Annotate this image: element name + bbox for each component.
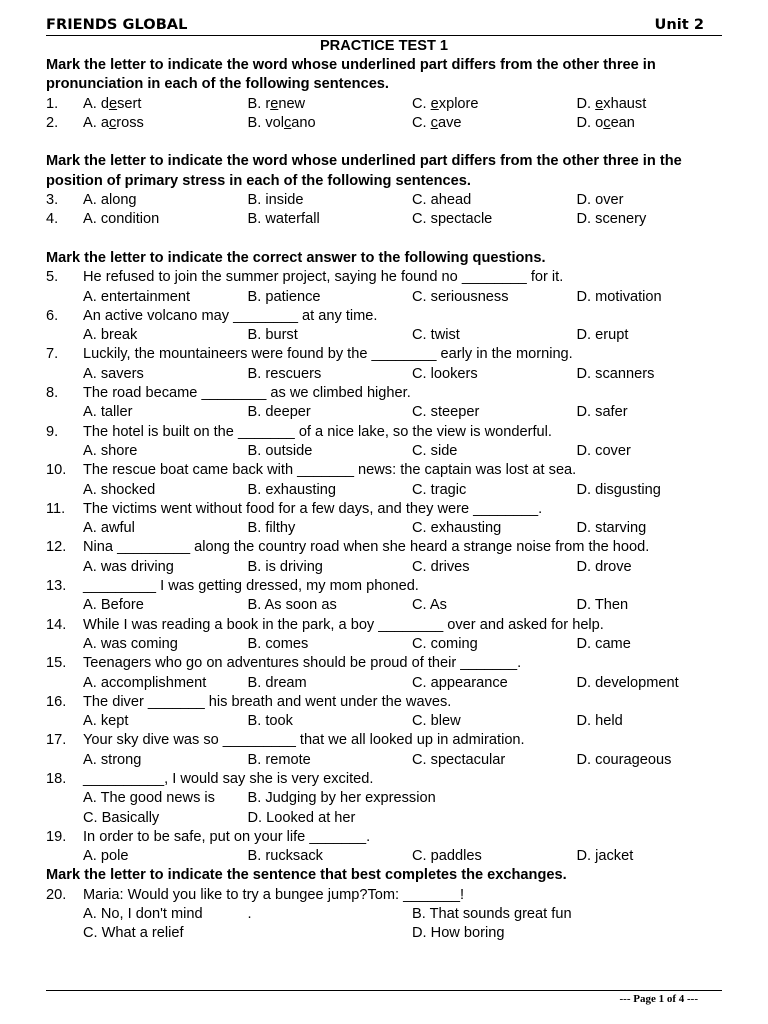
option-a[interactable] — [83, 481, 248, 500]
option-text: D. safer — [576, 404, 628, 421]
question-row — [46, 345, 722, 364]
question-20 — [46, 886, 722, 905]
option-text: xplore — [438, 95, 479, 112]
option-b[interactable] — [248, 403, 413, 422]
section-instruction: Mark the letter to indicate the word whose underlined part differs from the other three in pronunciation in each of the following sentences. — [46, 57, 656, 93]
option-c[interactable] — [412, 403, 577, 422]
option-text: D. development — [576, 674, 679, 691]
question-sections — [46, 56, 722, 770]
option-text: ave — [437, 114, 462, 131]
option-text: B. comes — [247, 635, 309, 652]
option-c[interactable] — [412, 365, 577, 384]
question-number: 4. — [46, 211, 59, 228]
question-number: 5. — [46, 269, 59, 286]
option-text: D. motivation — [576, 288, 662, 305]
option-d[interactable] — [577, 365, 742, 384]
option-text: B. inside — [247, 192, 304, 209]
options-row — [46, 288, 722, 307]
option-text: A. accomplishment — [83, 674, 207, 691]
question-text: While I was reading a book in the park, a boy ________ over and asked for help. — [83, 616, 604, 633]
option-d[interactable] — [577, 712, 742, 731]
underlined-letters: c — [284, 114, 292, 131]
option-text: B. As soon as — [247, 597, 337, 614]
option-text: C. — [412, 114, 431, 131]
option-d[interactable] — [577, 95, 742, 114]
option-text: A. shocked — [83, 481, 156, 498]
option-text: A. a — [83, 114, 109, 131]
option-c[interactable] — [412, 674, 577, 693]
option-text: C. lookers — [412, 365, 478, 382]
question-row — [46, 577, 722, 596]
option-b[interactable] — [248, 674, 413, 693]
option-text: B. dream — [247, 674, 307, 691]
question-text: The victims went without food for a few days, and they were ________. — [83, 500, 543, 517]
option-text: D. drove — [576, 558, 632, 575]
question-text: Maria: Would you like to try a bungee jump?Tom: _______! — [83, 886, 465, 903]
option-d[interactable] — [577, 751, 742, 770]
option-c[interactable] — [412, 326, 577, 345]
question-text: The road became ________ as we climbed higher. — [83, 385, 411, 402]
option-text: new — [278, 95, 306, 112]
option-b[interactable] — [248, 114, 413, 133]
option-b[interactable] — [248, 751, 413, 770]
option-text: A. savers — [83, 365, 144, 382]
option-text: B. deeper — [247, 404, 311, 421]
underlined-letters: c — [108, 114, 117, 131]
option-c[interactable] — [412, 114, 577, 133]
option-d[interactable]: D. How boring — [412, 925, 505, 942]
option-d[interactable] — [577, 326, 742, 345]
question-row — [46, 191, 722, 210]
question-row — [46, 616, 722, 635]
question-number: 9. — [46, 423, 59, 440]
option-text: C. blew — [412, 713, 461, 730]
option-b[interactable] — [248, 288, 413, 307]
option-a[interactable] — [83, 114, 248, 133]
option-c[interactable] — [412, 635, 577, 654]
option-b[interactable] — [248, 365, 413, 384]
option-a[interactable] — [83, 288, 248, 307]
question-row — [46, 95, 722, 114]
option-text: D. o — [576, 114, 604, 131]
options-row — [46, 403, 722, 422]
option-b[interactable] — [248, 442, 413, 461]
underlined-letters: e — [270, 95, 279, 112]
option-c[interactable] — [412, 95, 577, 114]
option-b[interactable]: B. That sounds great fun — [412, 906, 572, 923]
options-row — [46, 326, 722, 345]
question-number: 20. — [46, 886, 67, 903]
option-b[interactable]: B. rucksack — [247, 848, 323, 865]
option-text: A. was coming — [83, 635, 178, 652]
option-text: C. ahead — [412, 192, 472, 209]
option-text: C. coming — [412, 635, 478, 652]
options-row — [46, 596, 722, 615]
question-number: 15. — [46, 655, 67, 672]
option-text: ross — [116, 114, 144, 131]
question-number: 2. — [46, 114, 59, 131]
option-b[interactable]: B. Judging by her expression — [247, 790, 436, 807]
option-text: A. Before — [83, 597, 144, 614]
question-number: 14. — [46, 616, 67, 633]
option-text: B. waterfall — [247, 211, 320, 228]
option-b[interactable] — [248, 481, 413, 500]
option-text: D. courageous — [576, 751, 672, 768]
option-text: C. spectacular — [412, 751, 506, 768]
option-a[interactable] — [83, 558, 248, 577]
option-text: D. erupt — [576, 327, 629, 344]
option-c[interactable] — [412, 442, 577, 461]
question-text: Nina _________ along the country road when she heard a strange noise from the hood. — [83, 539, 650, 556]
option-d[interactable] — [577, 114, 742, 133]
option-b[interactable] — [248, 596, 413, 615]
option-d[interactable] — [577, 596, 742, 615]
option-c[interactable] — [412, 288, 577, 307]
option-text: D. came — [576, 635, 631, 652]
option-text: A. entertainment — [83, 288, 191, 305]
options-row — [46, 905, 722, 924]
option-text: C. drives — [412, 558, 470, 575]
options-row — [46, 847, 722, 866]
option-c[interactable] — [412, 210, 577, 229]
option-text: A. break — [83, 327, 138, 344]
underlined-letters: e — [108, 95, 118, 112]
options-row — [46, 924, 722, 943]
option-text: sert — [117, 95, 142, 112]
option-d[interactable] — [577, 635, 742, 654]
question-number: 11. — [46, 500, 66, 517]
page-header — [46, 14, 722, 36]
question-number: 16. — [46, 693, 67, 710]
option-d[interactable] — [577, 558, 742, 577]
question-number: 3. — [46, 192, 59, 209]
question-text: The rescue boat came back with _______ news: the captain was lost at sea. — [83, 462, 577, 479]
option-text: ean — [610, 114, 635, 131]
question-number: 8. — [46, 385, 59, 402]
option-a[interactable]: A. The good news is — [83, 790, 215, 807]
option-text: D. cover — [576, 442, 631, 459]
underlined-letters: e — [430, 95, 439, 112]
option-c[interactable]: C. Basically — [83, 809, 160, 826]
option-text: B. patience — [247, 288, 321, 305]
underlined-letters: e — [595, 95, 604, 112]
option-c[interactable] — [412, 191, 577, 210]
option-text: C. tragic — [412, 481, 467, 498]
option-c[interactable] — [412, 596, 577, 615]
option-d[interactable]: D. Looked at her — [247, 809, 356, 826]
option-text: B. exhausting — [247, 481, 336, 498]
option-text: A. shore — [83, 442, 138, 459]
option-d[interactable] — [577, 403, 742, 422]
option-text: B. r — [247, 95, 271, 112]
question-text: Teenagers who go on adventures should be proud of their _______. — [83, 655, 522, 672]
option-d[interactable] — [577, 481, 742, 500]
question-row — [46, 500, 722, 519]
option-text: A. taller — [83, 404, 133, 421]
question-row — [46, 423, 722, 442]
footer-rule — [46, 990, 722, 991]
option-text: D. starving — [576, 520, 647, 537]
option-text: C. — [412, 95, 431, 112]
question-number: 10. — [46, 462, 67, 479]
question-number: 17. — [46, 732, 67, 749]
option-text: D. held — [576, 713, 623, 730]
section-gap — [46, 230, 722, 249]
option-text: B. rescuers — [247, 365, 322, 382]
option-c[interactable]: C. paddles — [412, 848, 482, 865]
option-text: B. took — [247, 713, 293, 730]
option-b[interactable] — [248, 712, 413, 731]
option-text: B. is driving — [247, 558, 323, 575]
option-a[interactable] — [83, 210, 248, 229]
option-a[interactable] — [83, 751, 248, 770]
options-row — [46, 519, 722, 538]
question-number: 12. — [46, 539, 67, 556]
options-row — [46, 809, 722, 828]
section-gap — [46, 133, 722, 152]
option-text: B. outside — [247, 442, 313, 459]
section-instruction: Mark the letter to indicate the correct answer to the following questions. — [46, 249, 546, 266]
option-b[interactable] — [248, 191, 413, 210]
question-row — [46, 654, 722, 673]
question-row — [46, 461, 722, 480]
question-number: 1. — [46, 95, 59, 112]
option-a[interactable] — [83, 365, 248, 384]
option-text: D. scanners — [576, 365, 655, 382]
question-row — [46, 268, 722, 287]
option-d[interactable] — [577, 288, 742, 307]
options-row — [46, 365, 722, 384]
option-text: A. kept — [83, 713, 129, 730]
option-c[interactable] — [412, 519, 577, 538]
page-footer: --- Page 1 of 4 --- — [619, 993, 698, 1005]
option-a[interactable]: A. No, I don't mind — [83, 906, 203, 923]
option-text: C. side — [412, 442, 458, 459]
option-text: C. exhausting — [412, 520, 502, 537]
option-text: D. over — [576, 192, 624, 209]
option-text: A. awful — [83, 520, 135, 537]
option-b[interactable] — [248, 635, 413, 654]
underlined-letters: c — [430, 114, 438, 131]
option-text: D. — [576, 95, 596, 112]
question-text: An active volcano may ________ at any time. — [83, 307, 378, 324]
options-row — [46, 789, 722, 808]
worksheet-page — [46, 14, 722, 944]
option-a[interactable] — [83, 326, 248, 345]
option-text: C. seriousness — [412, 288, 509, 305]
option-text: B. burst — [247, 327, 298, 344]
question-text: Your sky dive was so _________ that we all looked up in admiration. — [83, 732, 525, 749]
option-text: A. d — [83, 95, 109, 112]
options-row — [46, 558, 722, 577]
option-a[interactable] — [83, 442, 248, 461]
option-b[interactable] — [248, 210, 413, 229]
options-row — [46, 712, 722, 731]
test-title: PRACTICE TEST 1 — [319, 38, 449, 54]
question-row — [46, 731, 722, 750]
question-row — [46, 384, 722, 403]
option-a[interactable] — [83, 712, 248, 731]
option-text: ano — [291, 114, 316, 131]
underlined-letters: c — [603, 114, 611, 131]
question-number: 7. — [46, 346, 59, 363]
question-row — [46, 210, 722, 229]
option-d[interactable] — [577, 674, 742, 693]
option-b[interactable] — [248, 326, 413, 345]
question-text: The hotel is built on the _______ of a nice lake, so the view is wonderful. — [83, 423, 552, 440]
option-b[interactable] — [248, 519, 413, 538]
option-a[interactable] — [83, 596, 248, 615]
option-a[interactable]: A. pole — [83, 848, 129, 865]
question-18 — [46, 770, 722, 789]
question-row — [46, 538, 722, 557]
section-instruction: Mark the letter to indicate the sentence that best completes the exchanges. — [46, 867, 567, 884]
question-text: He refused to join the summer project, saying he found no ________ for it. — [83, 269, 564, 286]
option-a[interactable] — [83, 674, 248, 693]
option-c[interactable] — [412, 751, 577, 770]
option-text: D. scenery — [576, 211, 647, 228]
option-text: C. As — [412, 597, 447, 614]
question-row — [46, 114, 722, 133]
options-row — [46, 751, 722, 770]
option-a[interactable] — [83, 519, 248, 538]
option-text: A. condition — [83, 211, 160, 228]
options-row — [46, 674, 722, 693]
option-b[interactable] — [248, 95, 413, 114]
section-instruction: Mark the letter to indicate the word whose underlined part differs from the other three in the position of primary stress in each of the following sentences. — [46, 153, 682, 189]
question-text: _________ I was getting dressed, my mom phoned. — [83, 578, 419, 595]
question-text: The diver _______ his breath and went under the waves. — [83, 693, 452, 710]
options-row — [46, 481, 722, 500]
option-text: B. filthy — [247, 520, 296, 537]
option-d[interactable] — [577, 210, 742, 229]
option-text: C. steeper — [412, 404, 480, 421]
question-number: 18. — [46, 770, 67, 787]
options-row — [46, 635, 722, 654]
stray-dot: . — [247, 906, 252, 923]
options-row — [46, 442, 722, 461]
header-unit: Unit 2 — [654, 16, 704, 33]
option-c[interactable] — [412, 558, 577, 577]
option-text: xhaust — [603, 95, 647, 112]
option-text: B. remote — [247, 751, 311, 768]
option-text: D. disgusting — [576, 481, 661, 498]
question-19 — [46, 828, 722, 847]
header-series: FRIENDS GLOBAL — [46, 16, 188, 33]
option-d[interactable]: D. jacket — [576, 848, 634, 865]
question-number: 13. — [46, 578, 67, 595]
option-d[interactable] — [577, 442, 742, 461]
option-b[interactable] — [248, 558, 413, 577]
option-text: B. vol — [247, 114, 284, 131]
option-text: A. strong — [83, 751, 142, 768]
option-a[interactable] — [83, 191, 248, 210]
question-row — [46, 307, 722, 326]
question-text: In order to be safe, put on your life _______. — [83, 828, 371, 845]
option-a[interactable] — [83, 635, 248, 654]
option-text: C. twist — [412, 327, 460, 344]
option-text: C. spectacle — [412, 211, 493, 228]
option-c[interactable] — [412, 712, 577, 731]
question-row — [46, 693, 722, 712]
question-text: __________, I would say she is very excited. — [83, 770, 374, 787]
option-d[interactable] — [577, 191, 742, 210]
option-a[interactable] — [83, 95, 248, 114]
question-number: 6. — [46, 307, 59, 324]
question-number: 19. — [46, 828, 67, 845]
question-text: Luckily, the mountaineers were found by the ________ early in the morning. — [83, 346, 573, 363]
option-a[interactable] — [83, 403, 248, 422]
option-text: D. Then — [576, 597, 629, 614]
option-text: A. was driving — [83, 558, 174, 575]
option-text: C. appearance — [412, 674, 508, 691]
option-c[interactable] — [412, 481, 577, 500]
option-d[interactable] — [577, 519, 742, 538]
option-c[interactable]: C. What a relief — [83, 925, 184, 942]
option-text: A. along — [83, 192, 137, 209]
